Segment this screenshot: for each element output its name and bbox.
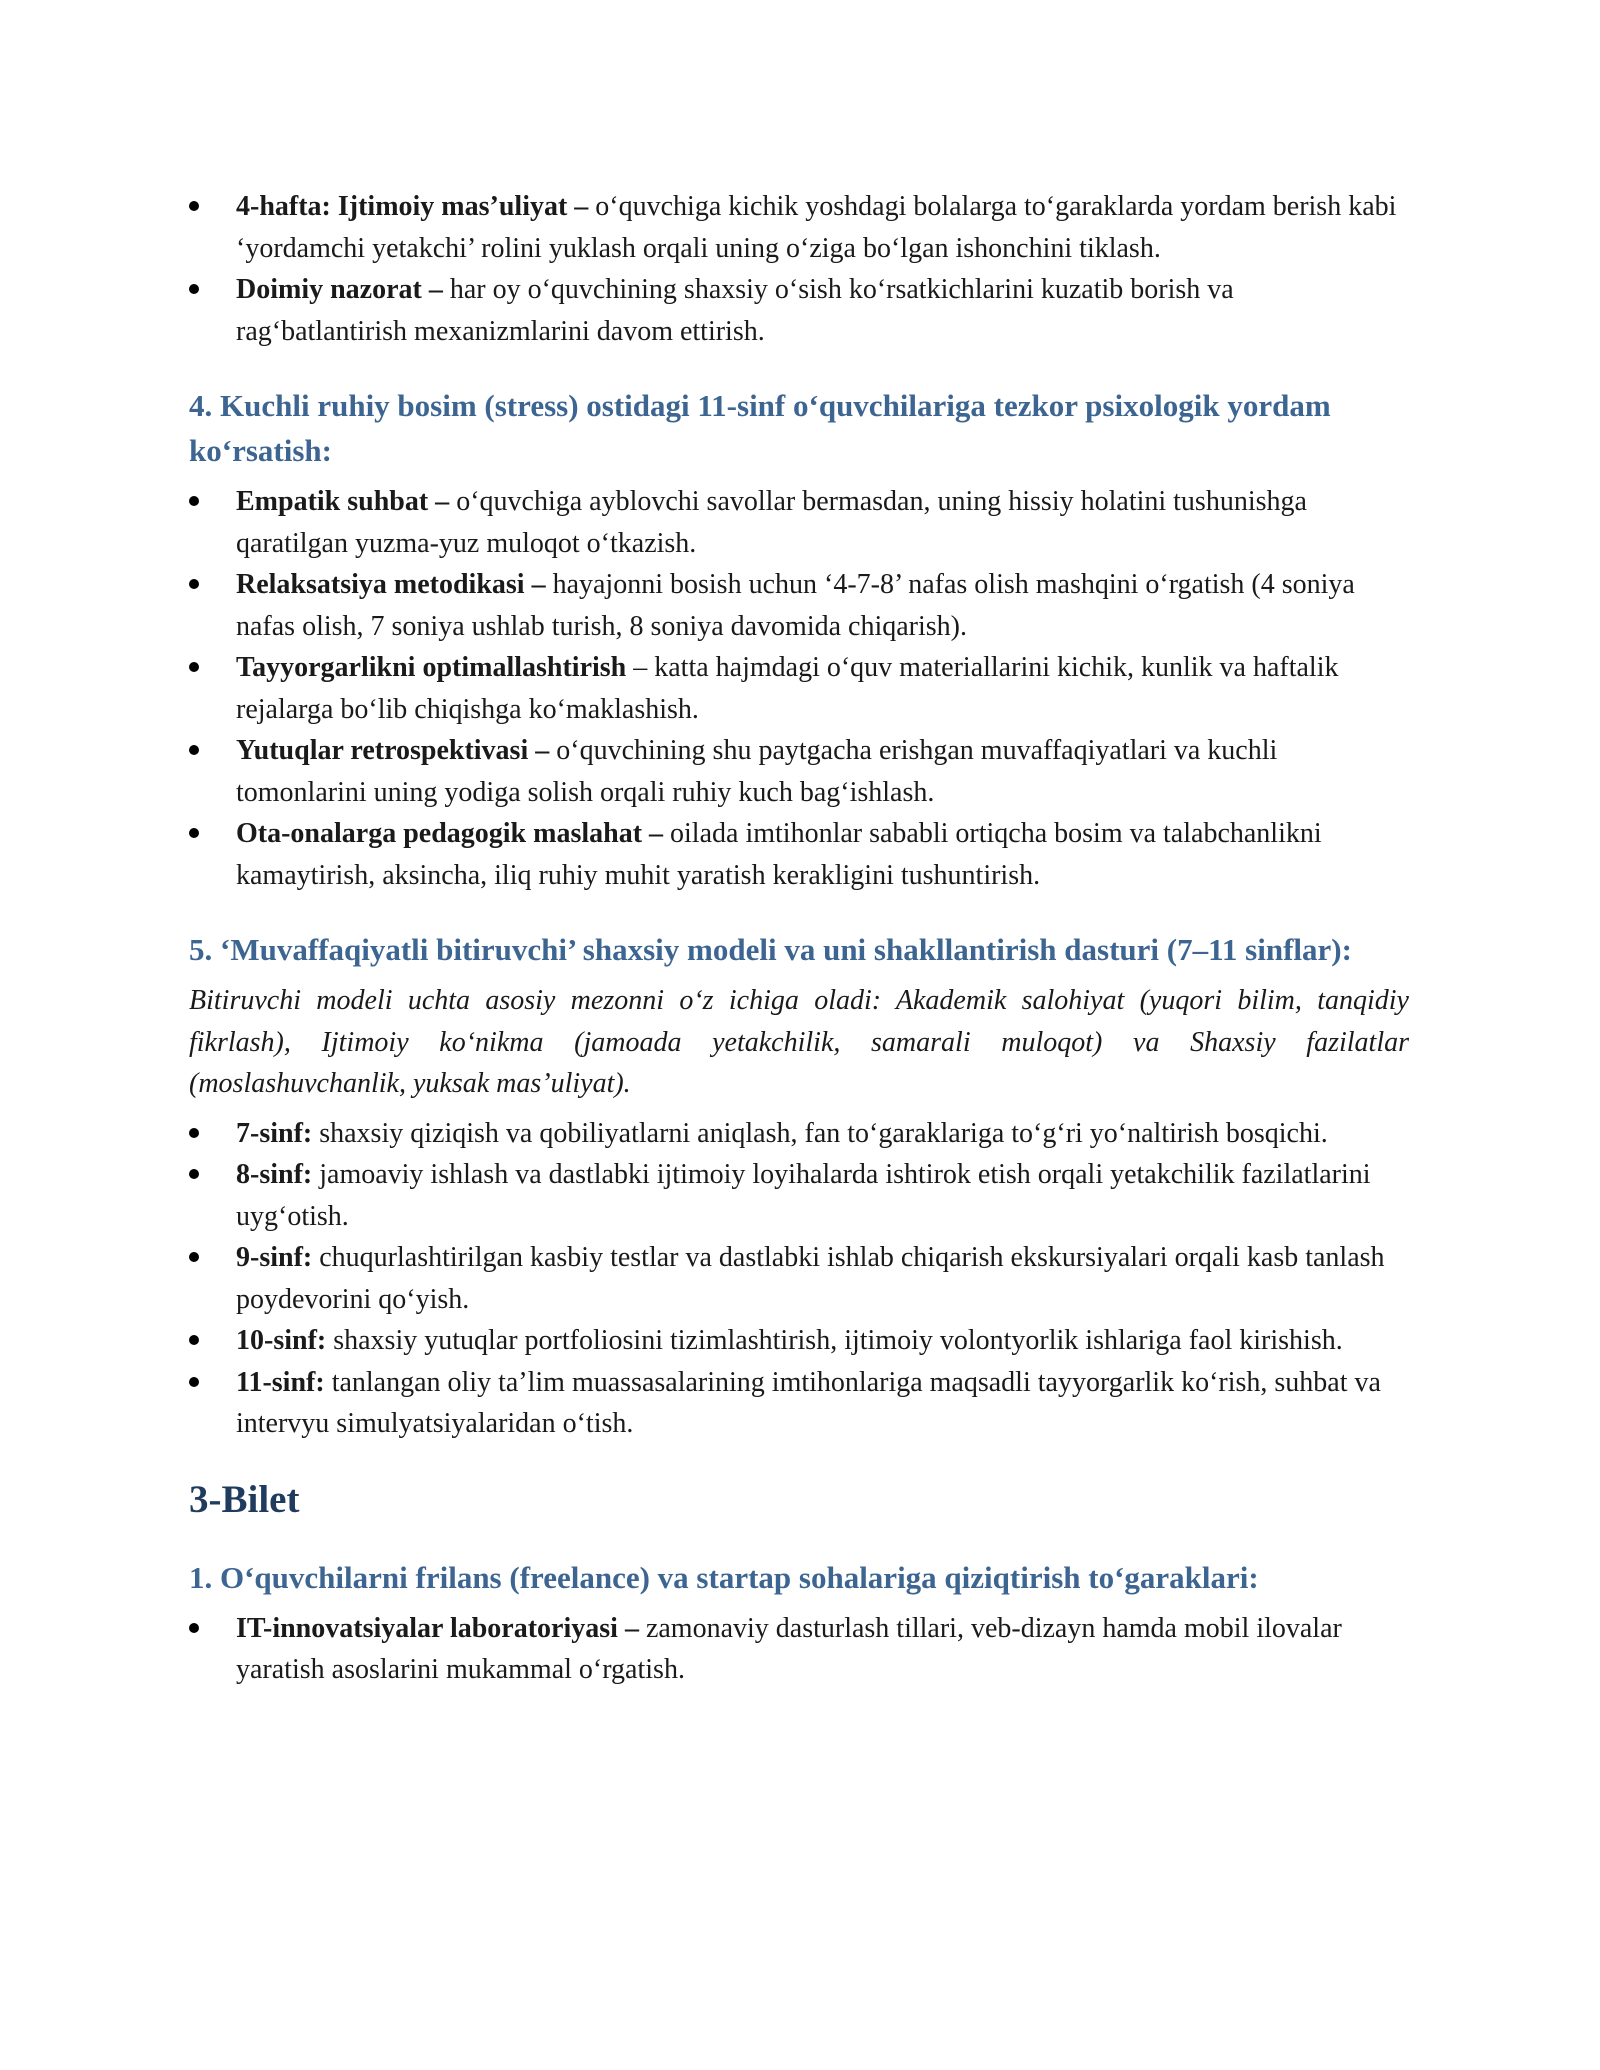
item-text: shaxsiy yutuqlar portfoliosini tizimlashtirish, ijtimoiy volontyorlik ishlariga faol kirishish.	[326, 1325, 1343, 1356]
bilet-section-1-heading: 1. O‘quvchilarni frilans (freelance) va startap sohalariga qiziqtirish to‘garaklari:	[189, 1559, 1259, 1595]
item-term: Relaksatsiya metodikasi –	[236, 569, 546, 600]
list-item	[189, 1237, 1409, 1320]
bilet-title: 3-Bilet	[189, 1477, 300, 1521]
item-text: o‘quvchining shu paytgacha erishgan muvaffaqiyatlari va kuchli tomonlarini uning yodiga solish orqali ruhiy kuch bag‘ishlash.	[236, 735, 1278, 808]
item-text: o‘quvchiga ayblovchi savollar bermasdan, uning hissiy holatini tushunishga qaratilgan yuzma-yuz muloqot o‘tkazish.	[236, 486, 1307, 559]
item-term: 4-hafta: Ijtimoiy mas’uliyat –	[236, 191, 589, 222]
item-term: 11-sinf:	[236, 1366, 325, 1398]
section-4-heading: 4. Kuchli ruhiy bosim (stress) ostidagi 11-sinf o‘quvchilariga tezkor psixologik yordam ko‘rsatish:	[189, 388, 1331, 468]
section-5-list	[189, 1113, 1409, 1445]
list-item	[189, 1154, 1409, 1237]
item-text: – katta hajmdagi o‘quv materiallarini kichik, kunlik va haftalik rejalarga bo‘lib chiqishga ko‘maklashish.	[236, 652, 1339, 725]
document-page	[189, 186, 1409, 1691]
list-item	[189, 647, 1409, 730]
item-term: Yutuqlar retrospektivasi –	[236, 735, 550, 766]
item-text: oilada imtihonlar sababli ortiqcha bosim va talabchanlikni kamaytirish, aksincha, iliq ruhiy muhit yaratish kerakligini tushuntirish.	[236, 818, 1322, 891]
item-text: jamoaviy ishlash va dastlabki ijtimoiy loyihalarda ishtirok etish orqali yetakchilik fazilatlarini uyg‘otish.	[236, 1159, 1371, 1232]
item-term: IT-innovatsiyalar laboratoriyasi –	[236, 1612, 639, 1644]
list-item	[189, 730, 1409, 813]
list-item	[189, 269, 1409, 352]
list-item	[189, 1608, 1409, 1691]
bilet-section-1-list	[189, 1608, 1409, 1691]
item-text: o‘quvchiga kichik yoshdagi bolalarga to‘garaklarda yordam berish kabi ‘yordamchi yetakchi’ rolini yuklash orqali uning o‘ziga bo‘lgan ishonchini tiklash.	[236, 191, 1397, 264]
item-term: 10-sinf:	[236, 1325, 327, 1356]
list-item	[189, 481, 1409, 564]
item-text: chuqurlashtirilgan kasbiy testlar va dastlabki ishlab chiqarish ekskursiyalari orqali kasb tanlash poydevorini qo‘yish.	[236, 1242, 1385, 1315]
week-plan-list	[189, 186, 1409, 352]
section-5-heading: 5. ‘Muvaffaqiyatli bitiruvchi’ shaxsiy modeli va uni shakllantirish dasturi (7–11 sinflar):	[189, 932, 1352, 967]
list-item	[189, 813, 1409, 896]
item-term: Tayyorgarlikni optimallashtirish	[236, 652, 627, 683]
item-text: hayajonni bosish uchun ‘4-7-8’ nafas olish mashqini o‘rgatish (4 soniya nafas olish, 7 soniya ushlab turish, 8 soniya davomida chiqarish).	[236, 569, 1355, 642]
item-text: tanlangan oliy ta’lim muassasalarining imtihonlariga maqsadli tayyorgarlik ko‘rish, suhbat va intervyu simulyatsiyalaridan o‘tish.	[236, 1366, 1381, 1439]
section-5-intro: Bitiruvchi modeli uchta asosiy mezonni o‘z ichiga oladi: Akademik salohiyat (yuqori bilim, tanqidiy fikrlash), Ijtimoiy ko‘nikma (jamoada yetakchilik, samarali muloqot) va Shaxsiy fazilatlar (moslashuvchanlik, yuksak mas’uliyat).	[189, 985, 1409, 1099]
item-term: Ota-onalarga pedagogik maslahat –	[236, 818, 664, 849]
list-item	[189, 186, 1409, 269]
item-text: shaxsiy qiziqish va qobiliyatlarni aniqlash, fan to‘garaklariga to‘g‘ri yo‘naltirish bosqichi.	[312, 1117, 1328, 1149]
list-item	[189, 1320, 1409, 1362]
section-4-list	[189, 481, 1409, 896]
item-term: Empatik suhbat –	[236, 486, 450, 517]
list-item	[189, 1362, 1409, 1445]
list-item	[189, 1113, 1409, 1155]
item-text: zamonaviy dasturlash tillari, veb-dizayn hamda mobil ilovalar yaratish asoslarini mukammal o‘rgatish.	[236, 1612, 1342, 1685]
item-term: 9-sinf:	[236, 1242, 313, 1273]
list-item	[189, 564, 1409, 647]
item-term: 8-sinf:	[236, 1159, 313, 1190]
item-term: 7-sinf:	[236, 1117, 313, 1149]
item-text: har oy o‘quvchining shaxsiy o‘sish ko‘rsatkichlarini kuzatib borish va rag‘batlantirish mexanizmlarini davom ettirish.	[236, 274, 1234, 347]
item-term: Doimiy nazorat –	[236, 274, 443, 305]
